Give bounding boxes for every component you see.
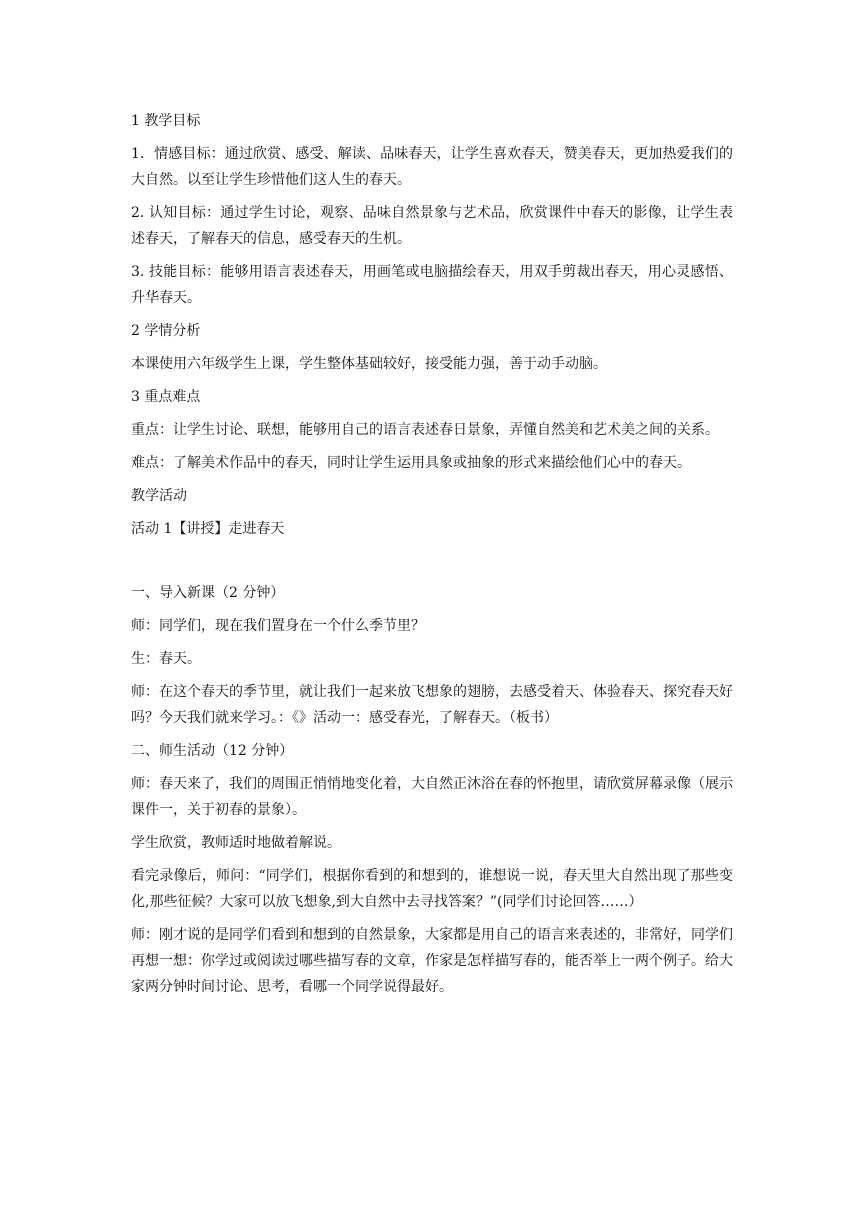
goal-emotional: 1．情感目标：通过欣赏、感受、解读、品味春天，让学生喜欢春天，赞美春天，更加热爱我们的大自然。以至让学生珍惜他们这人生的春天。 — [131, 146, 733, 188]
section-heading-teaching-goals: 1 教学目标 — [131, 113, 201, 129]
dialogue-line: 师：同学们，现在我们置身在一个什么季节里？ — [131, 618, 425, 634]
blank-line — [131, 549, 733, 580]
section-heading-teaching-activities: 教学活动 — [131, 488, 187, 504]
narration-line: 看完录像后，师问：“同学们，根据你看到的和想到的，谁想说一说，春天里大自然出现了那些变化,那些征候？大家可以放飞想象,到大自然中去寻找答案？”(同学们讨论回答……） — [131, 868, 733, 910]
document-body — [131, 108, 733, 1007]
goal-skill: 3. 技能目标：能够用语言表述春天，用画笔或电脑描绘春天，用双手剪裁出春天，用心灵感悟、升华春天。 — [131, 264, 733, 306]
dialogue-line: 师：刚才说的是同学们看到和想到的自然景象，大家都是用自己的语言来表述的，非常好，同学们再想一想：你学过或阅读过哪些描写春的文章，作家是怎样描写春的，能否举上一两个例子。给大家两分钟时间讨论、思考，看哪一个同学说得最好。 — [131, 927, 733, 995]
narration-line: 学生欣赏，教师适时地做着解说。 — [131, 835, 341, 851]
difficulty-text: 难点：了解美术作品中的春天，同时让学生运用具象或抽象的形式来描绘他们心中的春天。 — [131, 455, 691, 471]
activity-1-heading: 活动 1【讲授】走进春天 — [131, 521, 285, 537]
dialogue-line: 师：春天来了，我们的周围正悄悄地变化着，大自然正沐浴在春的怀抱里，请欣赏屏幕录像（展示课件一，关于初春的景象）。 — [131, 776, 733, 818]
section-heading-learner-analysis: 2 学情分析 — [131, 323, 201, 339]
goal-cognitive: 2. 认知目标：通过学生讨论，观察、品味自然景象与艺术品，欣赏课件中春天的影像，让学生表述春天，了解春天的信息，感受春天的生机。 — [131, 205, 733, 247]
dialogue-line: 生：春天。 — [131, 651, 201, 667]
step-intro-heading: 一、导入新课（2 分钟） — [131, 585, 285, 601]
learner-analysis-text: 本课使用六年级学生上课，学生整体基础较好，接受能力强，善于动手动脑。 — [131, 356, 607, 372]
step-activity-heading: 二、师生活动（12 分钟） — [131, 743, 294, 759]
section-heading-key-points: 3 重点难点 — [131, 389, 201, 405]
dialogue-line: 师：在这个春天的季节里，就让我们一起来放飞想象的翅膀，去感受着天、体验春天、探究春天好吗？今天我们就来学习。：《》活动一：感受春光，了解春天。（板书） — [131, 684, 733, 726]
key-point-text: 重点：让学生讨论、联想，能够用自己的语言表述春日景象，弄懂自然美和艺术美之间的关系。 — [131, 422, 719, 438]
